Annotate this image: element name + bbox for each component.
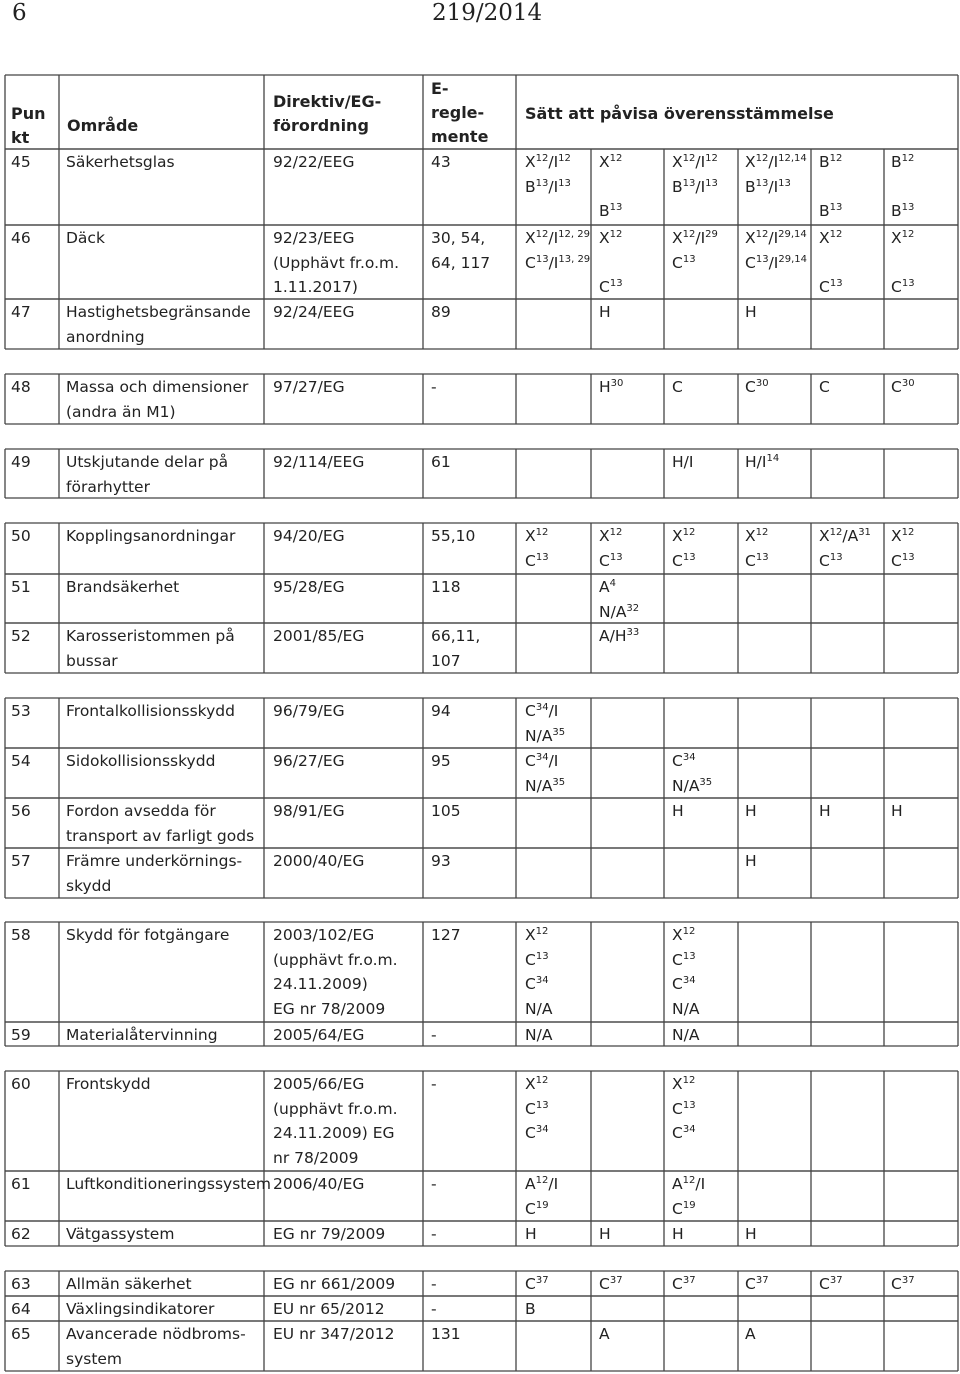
row-method-4: H [745, 852, 757, 870]
row-method-3: $X^{12}$ $C^{13}$ [672, 527, 696, 570]
row-number: 57 [11, 852, 31, 870]
row-directive: 92/22/EEG [273, 153, 355, 171]
row-number: 60 [11, 1075, 31, 1093]
row-method-1: H [525, 1225, 537, 1243]
row-method-1: $C^{37}$ [525, 1275, 549, 1293]
row-directive: 92/114/EEG [273, 453, 365, 471]
row-regulation: 55,10 [431, 527, 476, 545]
row-method-2: $A^4$ $N/A^{32}$ [599, 578, 640, 621]
row-directive: 98/91/EG [273, 802, 345, 820]
row-method-2: $A/H^{33}$ [599, 627, 640, 645]
row-method-4: $H/I^{14}$ [745, 453, 780, 471]
row-method-4: H [745, 1225, 757, 1243]
row-directive: 94/20/EG [273, 527, 345, 545]
row-area: Utskjutande delar på förarhytter [66, 453, 229, 496]
row-area: Sidokollisionsskydd [66, 752, 216, 770]
row-regulation: - [431, 1225, 437, 1243]
row-area: Säkerhetsglas [66, 153, 175, 171]
row-number: 51 [11, 578, 31, 596]
row-number: 46 [11, 229, 31, 247]
row-area: Avancerade nödbroms- system [66, 1325, 246, 1368]
row-number: 64 [11, 1300, 31, 1318]
row-directive: 95/28/EG [273, 578, 345, 596]
row-method-3: $A^{12}/I$ $C^{19}$ [672, 1175, 706, 1218]
row-method-5: $X^{12}/A^{31}$ $C^{13}$ [819, 527, 871, 570]
row-number: 45 [11, 153, 31, 171]
row-number: 49 [11, 453, 31, 471]
row-area: Allmän säkerhet [66, 1275, 192, 1293]
header-omrade: Område [67, 116, 139, 135]
row-number: 50 [11, 527, 31, 545]
row-area: Främre underkörnings- skydd [66, 852, 243, 895]
row-method-4: $X^{12}$ $C^{13}$ [745, 527, 769, 570]
row-area: Fordon avsedda för transport av farligt gods [66, 802, 255, 845]
row-area: Luftkonditioneringssystem [66, 1175, 272, 1193]
row-regulation: 89 [431, 303, 451, 321]
row-directive: 2000/40/EG [273, 852, 365, 870]
row-number: 52 [11, 627, 31, 645]
row-regulation: - [431, 1075, 437, 1093]
header-direktiv: Direktiv/EG- förordning [273, 92, 382, 135]
row-method-2: $X^{12}$ $B^{13}$ [599, 153, 623, 221]
row-method-2: $X^{12}$ $C^{13}$ [599, 229, 623, 297]
row-method-1: $X^{12}$ $C^{13}$ $C^{34}$ [525, 1075, 549, 1143]
row-number: 53 [11, 702, 31, 720]
row-number: 61 [11, 1175, 31, 1193]
row-area: Karosseristommen på bussar [66, 627, 235, 670]
row-area: Brandsäkerhet [66, 578, 180, 596]
row-directive: EG nr 79/2009 [273, 1225, 386, 1243]
row-regulation: - [431, 1175, 437, 1193]
row-directive: 2005/66/EG (upphävt fr.o.m. 24.11.2009) EG nr 78/2009 [273, 1075, 398, 1168]
row-method-6: $X^{12}$ $C^{13}$ [891, 229, 915, 297]
row-method-4: $X^{12}/I^{12,14}$ $B^{13}/I^{13}$ [745, 153, 807, 196]
row-number: 48 [11, 378, 31, 396]
row-method-2: $C^{37}$ [599, 1275, 623, 1293]
row-number: 47 [11, 303, 31, 321]
row-regulation: 105 [431, 802, 461, 820]
row-directive: EG nr 661/2009 [273, 1275, 396, 1293]
row-directive: 96/79/EG [273, 702, 345, 720]
row-area: Växlingsindikatorer [66, 1300, 215, 1318]
row-method-1: $X^{12}/I^{12}$ $B^{13}/I^{13}$ [525, 153, 571, 196]
row-regulation: 127 [431, 926, 461, 944]
row-method-1: $X^{12}$ $C^{13}$ $C^{34}$ N/A [525, 926, 553, 1019]
page-number: 6 [12, 0, 27, 26]
row-method-1: $X^{12}$ $C^{13}$ [525, 527, 549, 570]
row-number: 54 [11, 752, 31, 770]
row-method-2: $X^{12}$ $C^{13}$ [599, 527, 623, 570]
row-method-2: H [599, 303, 611, 321]
row-regulation: - [431, 1300, 437, 1318]
row-regulation: 43 [431, 153, 451, 171]
row-method-4: H [745, 802, 757, 820]
row-area: Skydd för fotgängare [66, 926, 230, 944]
row-method-2: H [599, 1225, 611, 1243]
header-ereglemente: E- regle- mente [431, 79, 489, 146]
row-method-6: $C^{30}$ [891, 378, 915, 396]
row-regulation: 93 [431, 852, 451, 870]
row-method-6: H [891, 802, 903, 820]
row-area: Hastighetsbegränsande anordning [66, 303, 251, 346]
row-method-1: $C^{34}/I$ $N/A^{35}$ [525, 702, 566, 745]
row-directive: 97/27/EG [273, 378, 345, 396]
row-method-4: H [745, 303, 757, 321]
row-method-1: B [525, 1300, 536, 1318]
row-method-3: $C^{34}$ $N/A^{35}$ [672, 752, 713, 795]
row-method-5: $C^{37}$ [819, 1275, 843, 1293]
row-method-3: H/I [672, 453, 694, 471]
row-method-4: $C^{30}$ [745, 378, 769, 396]
row-method-3: $X^{12}$ $C^{13}$ $C^{34}$ N/A [672, 926, 700, 1019]
row-directive: 2005/64/EG [273, 1026, 365, 1044]
row-method-2: $H^{30}$ [599, 378, 624, 396]
row-method-1: $A^{12}/I$ $C^{19}$ [525, 1175, 559, 1218]
row-regulation: - [431, 378, 437, 396]
row-directive: EU nr 65/2012 [273, 1300, 385, 1318]
row-method-6: $C^{37}$ [891, 1275, 915, 1293]
row-method-3: $X^{12}$ $C^{13}$ $C^{34}$ [672, 1075, 696, 1143]
row-number: 58 [11, 926, 31, 944]
row-method-1: N/A [525, 1026, 553, 1044]
row-directive: 92/23/EEG (Upphävt fr.o.m. 1.11.2017) [273, 229, 400, 297]
row-number: 62 [11, 1225, 31, 1243]
document-reference: 219/2014 [432, 0, 543, 26]
row-method-6: $X^{12}$ $C^{13}$ [891, 527, 915, 570]
row-method-2: A [599, 1325, 610, 1343]
row-regulation: 118 [431, 578, 461, 596]
row-method-3: H [672, 1225, 684, 1243]
header-satt: Sätt att påvisa överensstämmelse [525, 104, 834, 123]
row-area: Massa och dimensioner (andra än M1) [66, 378, 249, 421]
row-method-3: C [672, 378, 683, 396]
row-area: Frontskydd [66, 1075, 151, 1093]
row-regulation: 66,11, 107 [431, 627, 481, 670]
row-method-4: A [745, 1325, 756, 1343]
row-area: Materialåtervinning [66, 1026, 218, 1044]
row-method-6: $B^{12}$ $B^{13}$ [891, 153, 915, 221]
row-method-1: $C^{34}/I$ $N/A^{35}$ [525, 752, 566, 795]
row-method-1: $X^{12}/I^{12, 29}$ $C^{13}/I^{13, 29}$ [525, 229, 591, 272]
row-regulation: 95 [431, 752, 451, 770]
row-method-5: $X^{12}$ $C^{13}$ [819, 229, 843, 297]
row-number: 63 [11, 1275, 31, 1293]
row-directive: EU nr 347/2012 [273, 1325, 395, 1343]
row-directive: 2003/102/EG (upphävt fr.o.m. 24.11.2009) EG nr 78/2009 [273, 926, 398, 1019]
header-punkt: Pun kt [11, 104, 46, 147]
row-area: Frontalkollisionsskydd [66, 702, 235, 720]
row-method-5: H [819, 802, 831, 820]
row-area: Däck [66, 229, 105, 247]
row-method-4: $C^{37}$ [745, 1275, 769, 1293]
row-method-3: H [672, 802, 684, 820]
row-area: Kopplingsanordningar [66, 527, 236, 545]
row-regulation: 131 [431, 1325, 461, 1343]
row-regulation: - [431, 1026, 437, 1044]
row-regulation: - [431, 1275, 437, 1293]
row-method-3: $X^{12}/I^{12}$ $B^{13}/I^{13}$ [672, 153, 718, 196]
row-number: 65 [11, 1325, 31, 1343]
row-directive: 2001/85/EG [273, 627, 365, 645]
row-method-3: $X^{12}/I^{29}$ $C^{13}$ [672, 229, 718, 272]
row-method-3: N/A [672, 1026, 700, 1044]
row-method-5: C [819, 378, 830, 396]
row-directive: 2006/40/EG [273, 1175, 365, 1193]
row-regulation: 30, 54, 64, 117 [431, 229, 491, 272]
row-regulation: 61 [431, 453, 451, 471]
row-area: Vätgassystem [66, 1225, 175, 1243]
row-directive: 96/27/EG [273, 752, 345, 770]
row-method-5: $B^{12}$ $B^{13}$ [819, 153, 843, 221]
row-directive: 92/24/EEG [273, 303, 355, 321]
row-method-3: $C^{37}$ [672, 1275, 696, 1293]
row-regulation: 94 [431, 702, 451, 720]
row-number: 59 [11, 1026, 31, 1044]
row-number: 56 [11, 802, 31, 820]
row-method-4: $X^{12}/I^{29,14}$ $C^{13}/I^{29,14}$ [745, 229, 807, 272]
